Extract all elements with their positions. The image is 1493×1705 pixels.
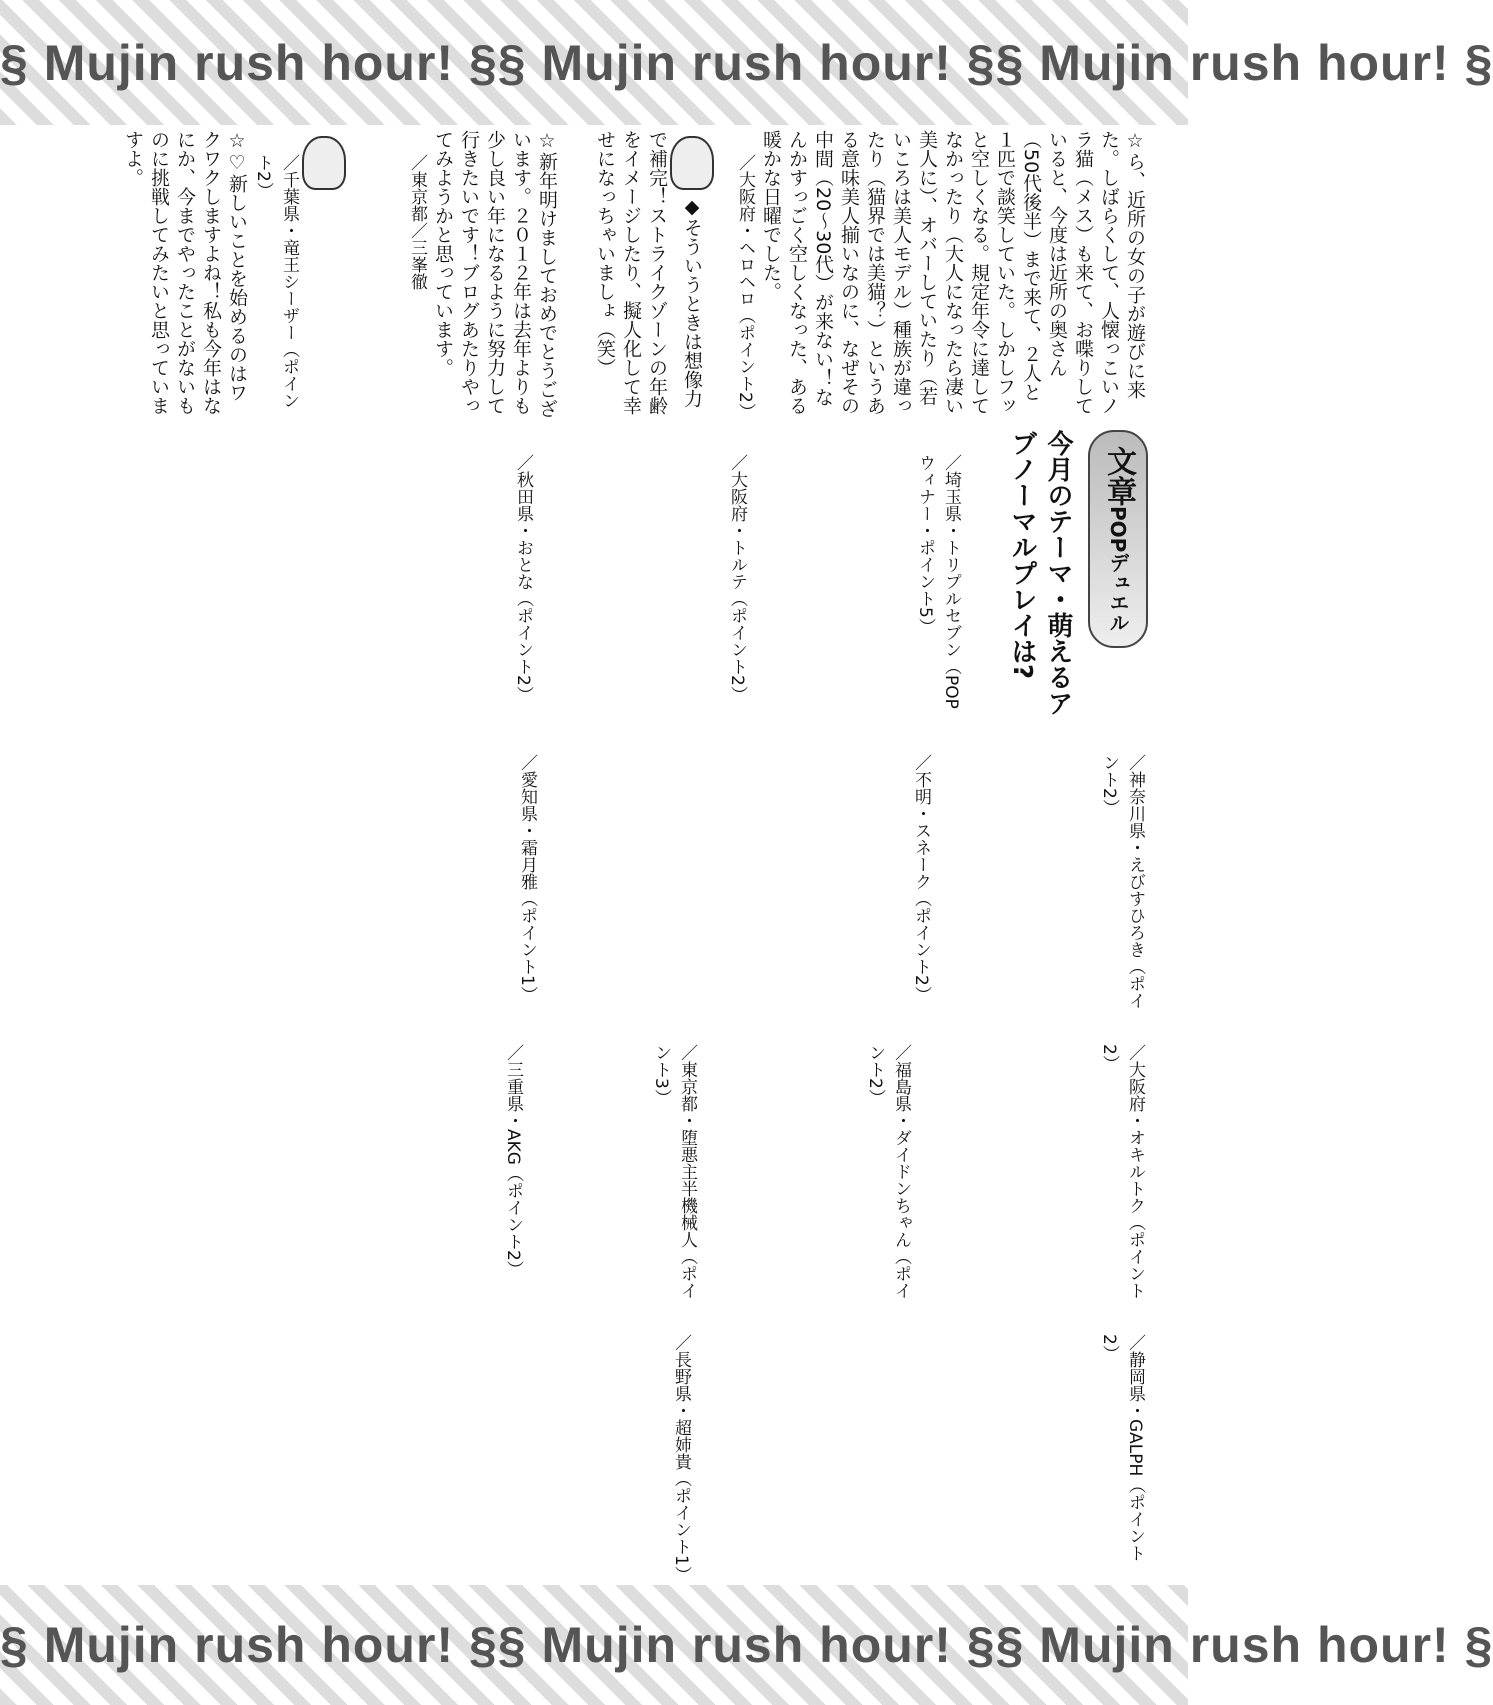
banner-text: § Mujin rush hour! § — [0, 34, 498, 91]
letter-entry — [116, 130, 346, 420]
banner-text: § Mujin rush hour! § — [995, 1617, 1493, 1673]
bottom-banner — [0, 1585, 1493, 1705]
letter-entry: ／大阪府・オキルトク（ポイント2） — [1099, 1044, 1145, 1299]
letters-grid — [105, 130, 1148, 1583]
row-5 — [105, 1310, 1148, 1583]
letter-attribution: ／千葉県・竜王シーザー（ポイント2） — [253, 154, 299, 409]
letter-attribution: ／東京都／三峯徹 — [407, 154, 427, 290]
banner-text: § Mujin rush hour! § — [0, 1617, 498, 1673]
letter-entry: ／愛知県・霜月雅（ポイント1） — [517, 754, 537, 1003]
letter-text: ☆新年明けましておめでとうございます。２０１２年は去年よりも少し良い年になるように努力して行きたいです！ブログあたりやってみようかと思っています。 — [432, 130, 558, 418]
top-banner — [0, 0, 1493, 125]
row-4 — [105, 1020, 1148, 1300]
letter-entry: ／東京都・堕悪主半機械人（ポイント3） — [651, 1044, 697, 1299]
letter-entry — [360, 130, 560, 420]
letter-entry: ／静岡県・GALPH（ポイント2） — [1099, 1334, 1145, 1562]
editor-avatar-icon — [670, 136, 714, 190]
letter-entry: ／不明・スネーク（ポイント2） — [911, 754, 931, 1003]
letter-entry: ／埼玉県・トリプルセブン（POPウィナー・ポイント5） — [915, 454, 961, 709]
column-title-badge: 文章POPデュエル — [1088, 430, 1148, 648]
letter-attribution: ／大阪府・ヘロヘロ（ポイント2） — [735, 154, 755, 420]
letter-text: ☆♡新しいことを始めるのはワクワクしますよね！私も今年はなにか、今までやったことがないものに挑戦してみたいと思っていますよ。 — [122, 130, 248, 415]
editor-avatar-icon — [302, 136, 346, 190]
banner-text: § Mujin rush hour! § — [995, 34, 1493, 91]
row-1 — [105, 130, 1148, 420]
editor-reply — [574, 130, 714, 420]
letter-entry: ／福島県・ダイドンちゃん（ポイント2） — [865, 1044, 911, 1299]
letter-entry: ／秋田県・おとな（ポイント2） — [513, 454, 533, 703]
banner-text: § Mujin rush hour! § — [497, 1617, 996, 1673]
letter-entry: ／大阪府・トルテ（ポイント2） — [727, 454, 747, 703]
row-2 — [105, 430, 1148, 720]
reply-text: ◆そういうときは想像力で補完！ストライクゾーンの年齢をイメージしたり、擬人化して幸せになっちゃいましょ（笑） — [594, 130, 703, 415]
letter-text: ☆ら、近所の女の子が遊びに来た。しばらくして、人懐っこいノラ猫（メス）も来て、お喋りしていると、今度は近所の奥さん（50代後半）まで来て、２人と１匹で談笑していた。しかしフッと空しくなる。規定年令に達してなかったり（大人になったら凄い美人に）、オバーしていたり（若いころは美人モデル）種族が違ったり（猫界では美猫？）というある意味美人揃いなのに、なぜその中間（20〜30代）が来ない！なんかすっごく空しくなった、ある暖かな日曜でした。 — [760, 130, 1146, 415]
letter-entry: ／神奈川県・えびすひろき（ポイント2） — [1099, 754, 1145, 1009]
letter-entry — [728, 130, 1148, 420]
row-3 — [105, 730, 1148, 1010]
letter-entry: ／三重県・AKG（ポイント2） — [503, 1044, 523, 1278]
theme-heading: 今月のテーマ・萌えるアブノーマルプレイは? — [1007, 430, 1073, 716]
letter-entry: ／長野県・超姉貴（ポイント1） — [671, 1334, 691, 1583]
column-header — [978, 430, 1148, 720]
banner-text: § Mujin rush hour! § — [497, 34, 996, 91]
